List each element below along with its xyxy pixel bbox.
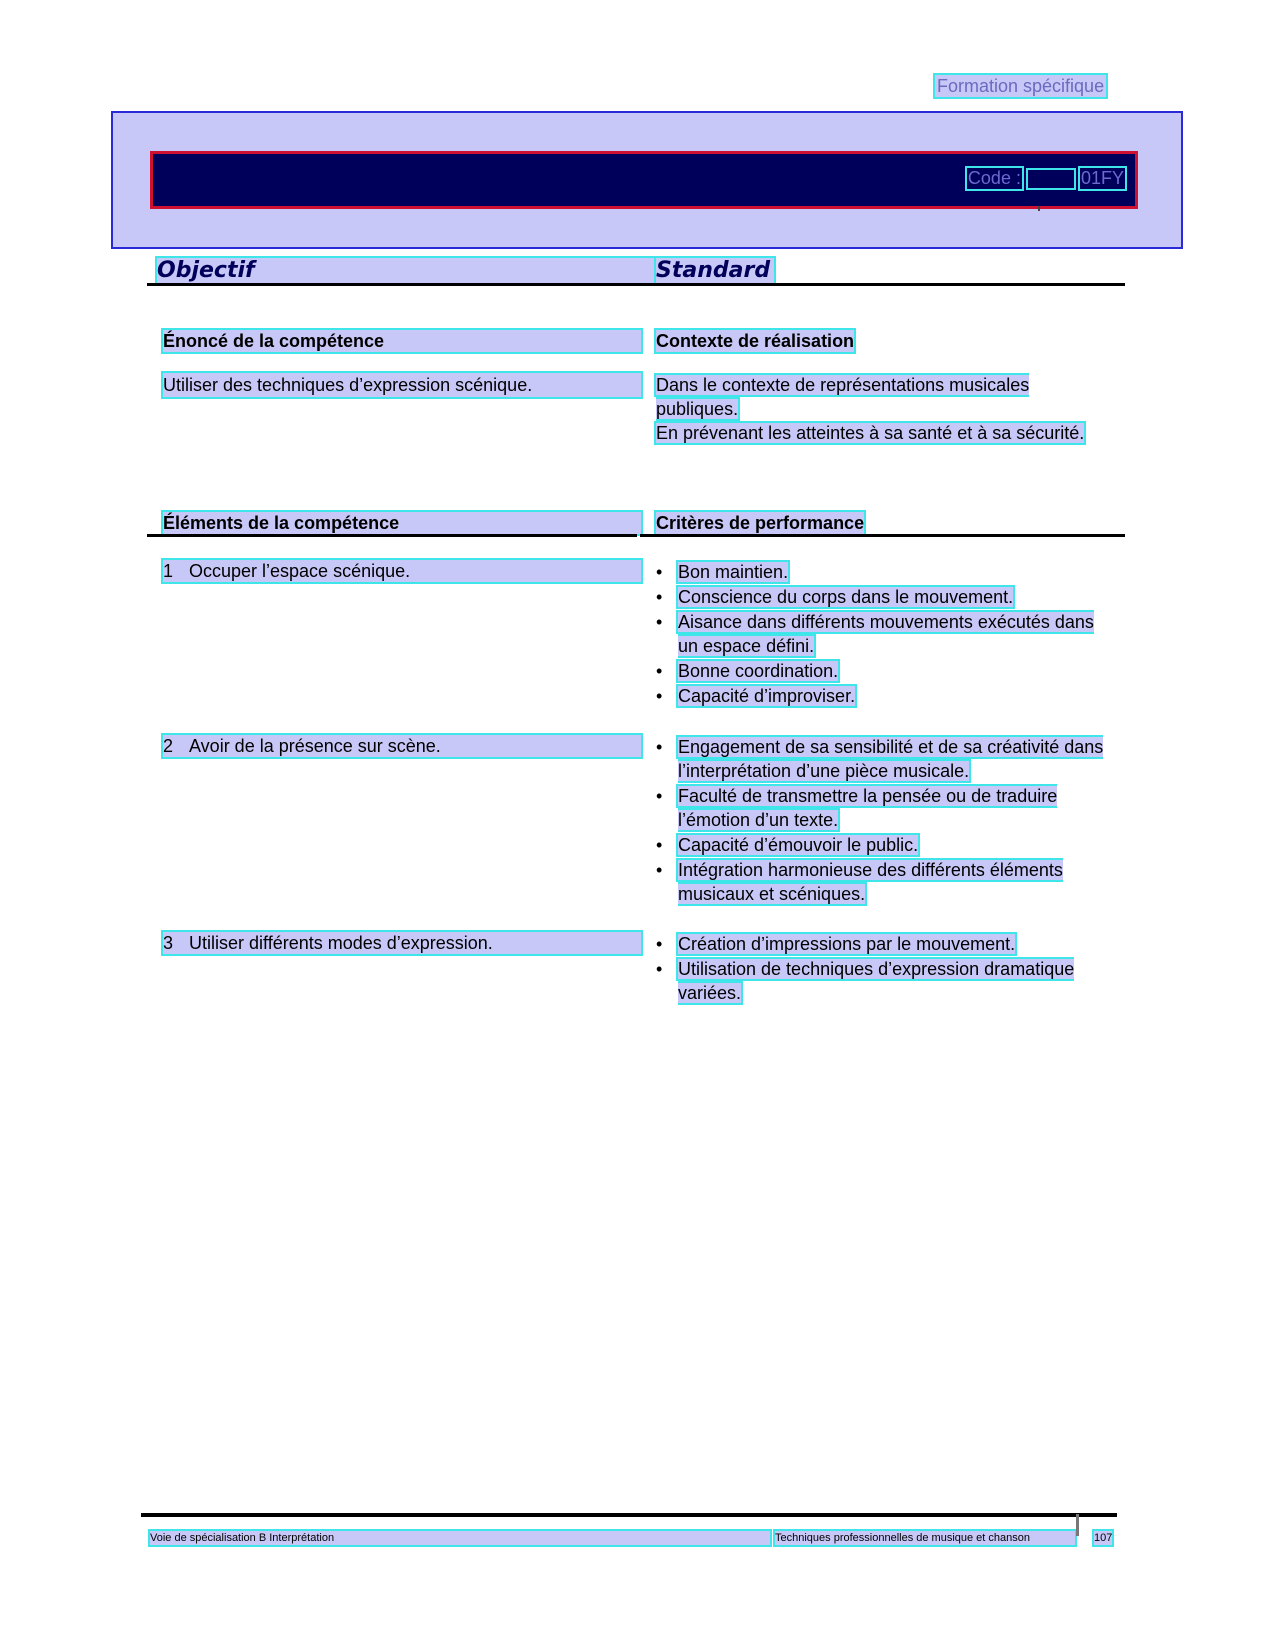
element-number: 1: [163, 561, 174, 581]
criteria-list-1: [656, 560, 1110, 709]
context-heading: Contexte de réalisation: [656, 331, 855, 351]
context-line: Dans le contexte de représentations musicales publiques.: [656, 375, 1030, 419]
competency-title-bar: [150, 151, 1138, 209]
criterion-item: • Faculté de transmettre la pensée ou de traduire l’émotion d’un texte.: [656, 784, 1110, 832]
competence-statement: Utiliser des techniques d’expression scénique.: [163, 373, 641, 397]
header-section-label: Formation spécifique: [937, 76, 1105, 96]
code-field: [967, 168, 1125, 189]
criterion-item: • Conscience du corps dans le mouvement.: [656, 585, 1110, 609]
element-number: 2: [163, 736, 174, 756]
objectif-column-title: Objectif: [157, 258, 657, 284]
competence-heading: Énoncé de la compétence: [163, 330, 641, 352]
criteria-list-3: [656, 932, 1110, 1006]
element-1: [163, 560, 641, 582]
code-label: Code :: [967, 168, 1021, 188]
footer-rule: [141, 1513, 1117, 1517]
criterion-item: • Engagement de sa sensibilité et de sa créativité dans l’interprétation d’une pièce musicale.: [656, 735, 1110, 783]
standard-column-title: Standard: [656, 258, 774, 284]
criterion-item: • Aisance dans différents mouvements exécutés dans un espace défini.: [656, 610, 1110, 658]
criterion-item: • Bonne coordination.: [656, 659, 1110, 683]
footer-divider: [1076, 1514, 1079, 1536]
element-text: Utiliser différents modes d’expression.: [189, 933, 493, 953]
element-3: [163, 932, 641, 954]
title-bar-tick: [1038, 206, 1040, 211]
footer-title: Techniques professionnelles de musique et chanson: [775, 1531, 1075, 1545]
context-text: [656, 373, 1086, 445]
footer-program: Voie de spécialisation B Interprétation: [150, 1531, 770, 1545]
elements-rule: [147, 534, 637, 537]
element-2: [163, 735, 641, 757]
element-number: 3: [163, 933, 174, 953]
code-spacer: [1028, 170, 1074, 188]
page-number: 107: [1094, 1532, 1113, 1544]
elements-heading: Éléments de la compétence: [163, 512, 641, 534]
criterion-item: • Bon maintien.: [656, 560, 1110, 584]
element-text: Occuper l’espace scénique.: [189, 561, 411, 581]
column-title-rule: [147, 283, 1125, 286]
context-line: En prévenant les atteintes à sa santé et à sa sécurité.: [656, 423, 1085, 443]
criteria-rule: [640, 534, 1125, 537]
criterion-item: • Utilisation de techniques d’expression dramatique variées.: [656, 957, 1110, 1005]
criterion-item: • Intégration harmonieuse des différents éléments musicaux et scéniques.: [656, 858, 1110, 906]
criteria-list-2: [656, 735, 1110, 907]
criterion-item: • Création d’impressions par le mouvement.: [656, 932, 1110, 956]
element-text: Avoir de la présence sur scène.: [189, 736, 441, 756]
criterion-item: • Capacité d’improviser.: [656, 684, 1110, 708]
criterion-item: • Capacité d’émouvoir le public.: [656, 833, 1110, 857]
criteria-heading: Critères de performance: [656, 513, 865, 533]
code-value: 01FY: [1080, 168, 1124, 188]
